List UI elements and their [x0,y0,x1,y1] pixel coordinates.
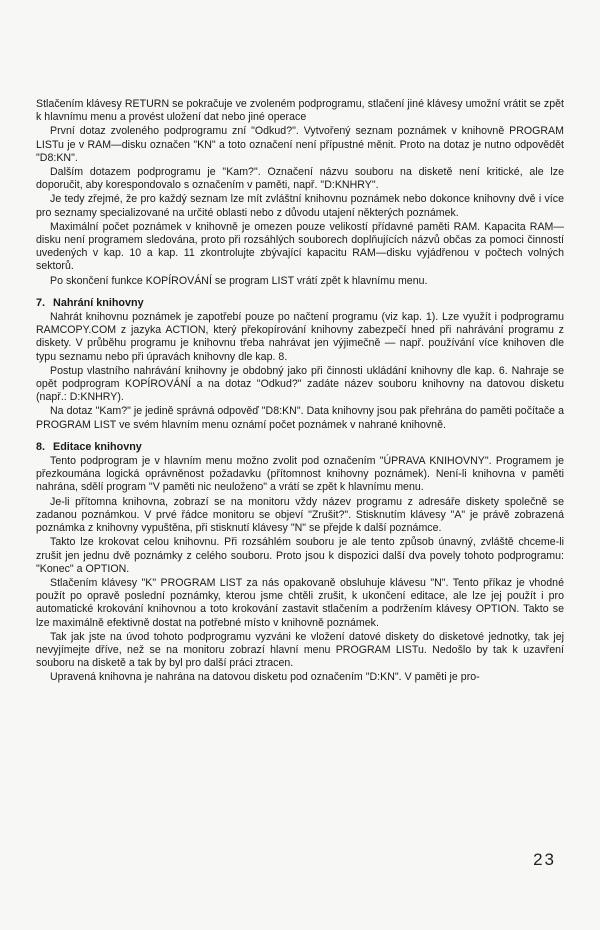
paragraph: Je-li přítomna knihovna, zobrazí se na monitoru vždy název programu z adresáře diskety společně se zadanou poznámkou. V prvé řádce monitoru se objeví "Zrušit?". Stisknutím klávesy "A" je právě zobrazená poznámka z knihovny vypuštěna, při stisknutí klávesy "N" se přejde k další poznámce. [36,495,564,535]
paragraph: Maximální počet poznámek v knihovně je omezen pouze velikostí přídavné paměti RAM. Kapacita RAM—disku není programem sledována, proto při rozsáhlých souborech doplňujících názvů občas za pomoci činností uvedených v kap. 10 a kap. 11 zkontrolujte zbývající kapacitu RAM—disku vyjádřenou v počtech volných sektorů. [36,220,564,273]
paragraph: Takto lze krokovat celou knihovnu. Při rozsáhlém souboru je ale tento způsob únavný, zvláště chceme-li zrušit jen jednu dvě poznámky z celého souboru. Proto jsou k dispozici další dva povely tohoto podprogramu: "Konec" a OPTION. [36,536,564,575]
section-heading [36,297,564,310]
section-number: 8. [36,440,46,453]
section-title: Editace knihovny [53,440,142,453]
section-number: 7. [36,296,46,309]
paragraph: Na dotaz "Kam?" je jedině správná odpověď "D8:KN". Data knihovny jsou pak přehrána do paměti počítače a PROGRAM LIST ve svém hlavním menu oznámí počet poznámek v nahrané knihovně. [36,405,564,431]
paragraph: Postup vlastního nahrávání knihovny je obdobný jako při činnosti ukládání knihovny dle kap. 6. Nahraje se opět podprogram KOPÍROVÁNÍ a na dotaz "Odkud?" zadáte název souboru knihovny na datovou disketu (např.: D:KNHRY). [36,364,564,404]
paragraph: Po skončení funkce KOPÍROVÁNÍ se program LIST vrátí zpět k hlavnímu menu. [50,274,428,287]
page-body [36,98,564,685]
paragraph: Nahrát knihovnu poznámek je zapotřebí pouze po načtení programu (viz kap. 1). Lze využít i podprogramu RAMCOPY.COM z jazyka ACTION, který překopírování knihovny zabezpečí hned při nahrávání programu z diskety. V průběhu programu je knihovnu třeba nahrávat jen výjimečně — např. používání více knihoven dle typu seznamu nebo při úpravách knihovny dle kap. 8. [36,311,564,363]
paragraph: Je tedy zřejmé, že pro každý seznam lze mít zvláštní knihovnu poznámek nebo dokonce knihovny dvě i více pro seznamy specializované na určité oblasti nebo z důvodu utajení některých poznámek. [36,193,564,219]
page-number: 23 [533,850,556,869]
section-title: Nahrání knihovny [53,296,144,309]
paragraph: Tento podprogram je v hlavním menu možno zvolit pod označením "ÚPRAVA KNIHOVNY". Programem je přezkoumána logická oprávněnost požadavku (přítomnost knihovny poznámek). Není-li knihovna v paměti nahrána, sdělí program "V paměti nic neuloženo" a vrátí se zpět k hlavnímu menu. [36,455,564,494]
paragraph: Tak jak jste na úvod tohoto podprogramu vyzváni ke vložení datové diskety do disketové jednotky, tak jej nevyjímejte dříve, než se na monitoru zobrazí hlavní menu PROGRAM LISTu. Nedošlo by tak k uzavření souboru na disketě a tak by byl pro další práci ztracen. [36,630,564,670]
paragraph: Stlačením klávesy RETURN se pokračuje ve zvoleném podprogramu, stlačení jiné klávesy umožní vrátit se zpět k hlavnímu menu a provést uložení dat nebo jiné operace [36,98,564,124]
paragraph: První dotaz zvoleného podprogramu zní "Odkud?". Vytvořený seznam poznámek v knihovně PROGRAM LISTu je v RAM—disku označen "KN" a toto označení není přípustné měnit. Proto na dotaz je nutno odpovědět "D8:KN". [36,125,564,164]
paragraph: Upravená knihovna je nahrána na datovou disketu pod označením "D:KN". V paměti je pro- [50,671,480,684]
section-heading [36,441,564,454]
paragraph: Dalším dotazem podprogramu je "Kam?". Označení názvu souboru na disketě není kritické, ale lze doporučit, aby korespondovalo s označením v paměti, např. "D:KNHRY". [36,166,564,192]
paragraph: Stlačením klávesy "K" PROGRAM LIST za nás opakovaně obsluhuje klávesu "N". Tento příkaz je vhodné použít po opravě poslední poznámky, kterou jsme chtěli zrušit, k ukončení editace, ale lze jej použít i pro automatické krokování knihovnou a toto krokování zastavit stlačením a podržením klávesy OPTION. Takto se lze maximálně efektivně dostat na potřebné místo v knihovně poznámek. [36,576,564,629]
